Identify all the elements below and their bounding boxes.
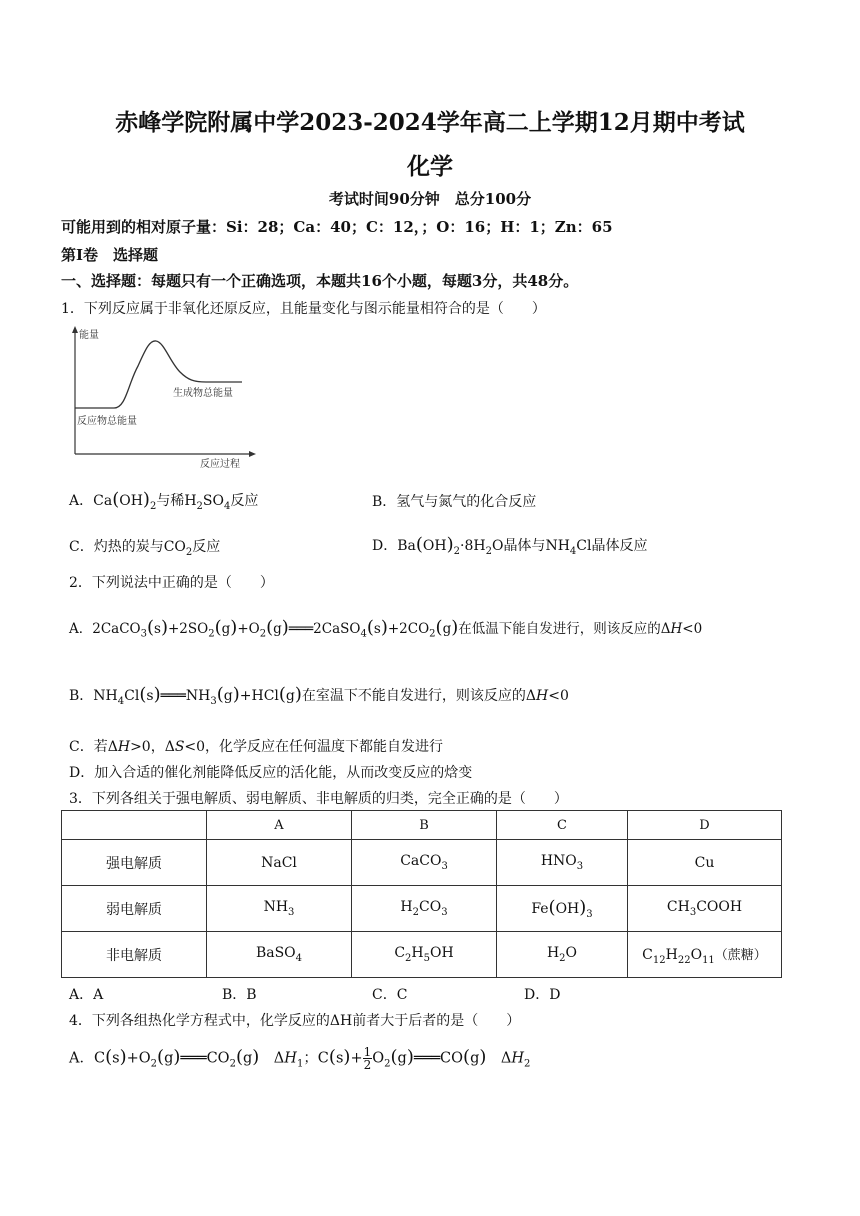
q3-option-a: A．A (69, 987, 104, 1003)
table-row (62, 840, 782, 886)
q1-option-c: C．灼热的炭与$CO_2$反应 (69, 539, 221, 558)
q3-option-c: C．C (372, 987, 408, 1003)
subject-title: 化学 (407, 153, 453, 180)
row-label: 强电解质 (62, 840, 207, 886)
table-cell: $HNO_3$ (497, 840, 628, 886)
q3-option-d: D．D (524, 987, 561, 1003)
row-label: 弱电解质 (62, 886, 207, 932)
table-cell: $C_2H_5OH$ (352, 932, 497, 978)
q4-option-a: A．$C(s)+O_2(g)═══CO_2(g)$ $\Delta H_1$；C(s)+ $\frac{1}{2}$ $O_2(g)═══CO(g)$ $\Delta H_2$ (69, 1045, 531, 1072)
table-cell: NaCl (207, 840, 352, 886)
table-cell: $H_2CO_3$ (352, 886, 497, 932)
table-cell: $NH_3$ (207, 886, 352, 932)
q1-option-b: B．氢气与氮气的化合反应 (372, 494, 537, 510)
atomic-masses: 可能用到的相对原子量：Si：28；Ca：40；C：12，；O：16；H：1；Zn：65 (61, 218, 613, 236)
table-header-cell: A (207, 811, 352, 840)
diagram-y-label: 能量 (79, 330, 99, 341)
table-header-cell (62, 811, 207, 840)
q1-option-a: A．$Ca(OH)_2$与稀$H_2SO_4$反应 (69, 489, 259, 512)
q2-option-c: C．若ΔH>0，ΔS<0，化学反应在任何温度下都能自发进行 (69, 739, 444, 755)
table-header-row (62, 811, 782, 840)
table-cell: $C_{12}H_{22}O_{11}$（蔗糖） (628, 932, 782, 978)
diagram-x-label: 反应过程 (200, 459, 240, 470)
table-cell: Cu (628, 840, 782, 886)
energy-diagram (66, 324, 262, 470)
volume-heading: 第Ⅰ卷 选择题 (61, 246, 159, 264)
table-cell: $H_2O$ (497, 932, 628, 978)
table-header-cell: C (497, 811, 628, 840)
q1-option-d: D．$Ba(OH)_2\cdot 8H_2O$晶体与$NH_4Cl$晶体反应 (372, 534, 648, 557)
exam-title: 赤峰学院附属中学2023-2024学年高二上学期12月期中考试 (115, 109, 745, 136)
table-row (62, 932, 782, 978)
q2-option-a: A．$2CaCO_3(s)+2SO_2(g)+O_2(g)═══2CaSO_4(s)+2CO_2(g)$在低温下能自发进行，则该反应的ΔH<0 (69, 617, 703, 640)
q2-stem: 2．下列说法中正确的是（ ） (69, 575, 274, 591)
q3-stem: 3．下列各组关于强电解质、弱电解质、非电解质的归类，完全正确的是（ ） (69, 791, 568, 807)
table-row (62, 886, 782, 932)
table-cell: $CH_3COOH$ (628, 886, 782, 932)
table-header-cell: D (628, 811, 782, 840)
exam-info: 考试时间90分钟 总分100分 (328, 190, 532, 208)
q4-stem: 4．下列各组热化学方程式中，化学反应的ΔH前者大于后者的是（ ） (69, 1013, 521, 1029)
q3-option-b: B．B (222, 987, 257, 1003)
electrolyte-table (61, 810, 782, 978)
q2-option-d: D．加入合适的催化剂能降低反应的活化能，从而改变反应的焓变 (69, 765, 473, 781)
section-heading: 一、选择题：每题只有一个正确选项，本题共16个小题，每题3分，共48分。 (61, 272, 579, 290)
table-cell: CaCO$_3$ (352, 840, 497, 886)
q1-stem: 1．下列反应属于非氧化还原反应，且能量变化与图示能量相符合的是（ ） (61, 301, 546, 317)
diagram-reactant-label: 反应物总能量 (77, 416, 137, 427)
diagram-product-label: 生成物总能量 (173, 388, 233, 399)
table-cell: $Fe(OH)_3$ (497, 886, 628, 932)
q2-option-b: B．$NH_4Cl(s)═══NH_3(g)+HCl(g)$在室温下不能自发进行，则该反应的ΔH<0 (69, 684, 569, 707)
row-label: 非电解质 (62, 932, 207, 978)
table-cell: BaSO$_4$ (207, 932, 352, 978)
table-header-cell: B (352, 811, 497, 840)
